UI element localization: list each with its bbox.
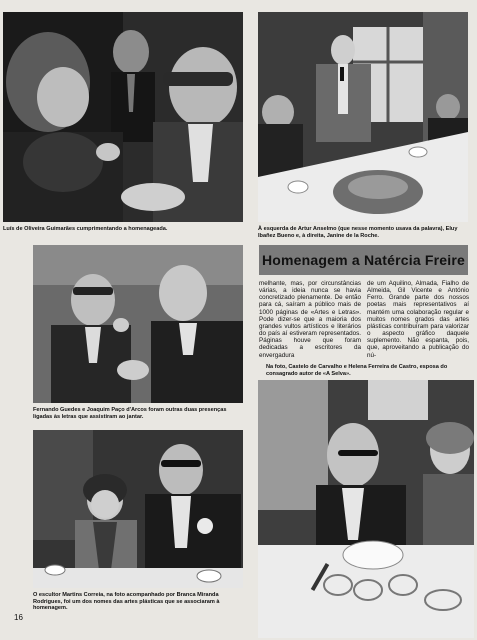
article-column-1	[259, 280, 361, 359]
caption-photo5: Na foto, Castelo de Carvalho e Helena Ferreira de Castro, esposa do consagrado autor de «A Selva».	[266, 364, 448, 377]
article-banner	[259, 245, 468, 275]
photo-guedes-paco-darcos	[33, 245, 243, 403]
caption-photo3: Fernando Guedes e Joaquim Paço d'Arcos foram outras duas presenças ligadas às letras que assistiram ao jantar.	[33, 407, 227, 420]
page-number: 16	[14, 613, 23, 622]
article-text-col1: melhante, mas, por circunstâncias várias, a ideia nunca se havia concretizado plenamente. De então para cá, saíram a público mais de 1000 páginas de «Artes e Letras». Pode dizer-se que a maioria dos grandes vultos artísticos e literários do país aí estiveram representados. Páginas houve que foram dedicadas a escritores da envergadura	[259, 280, 361, 359]
caption-photo4: O escultor Martins Correia, na foto acompanhado por Branca Miranda Rodrigues, foi um dos nomes das artes plásticas que se associaram à homenagem.	[33, 592, 220, 612]
photo-anselmo-speech	[258, 12, 468, 222]
article-column-2	[367, 280, 469, 359]
article-text-col2: de um Aquilino, Almada, Fialho de Almeida, Gil Vicente e António Ferro. Grande parte dos nossos poetas mais representativos aí mantém uma colaboração regular e muitos nomes grados das artes plásticas contribuíram para valorizar o aspecto gráfico daquele suplemento. Não espanta, pois, que, aproveitando a publicação do nú-	[367, 280, 469, 359]
photo-castelo-carvalho	[258, 380, 474, 638]
article-title: Homenagem a Natércia Freire	[261, 252, 466, 268]
caption-photo1: Luís de Oliveira Guimarães cumprimentando a homenageada.	[3, 226, 168, 232]
photo-guimaraes-greeting	[3, 12, 243, 222]
caption-photo2: À esquerda de Artur Anselmo (que nesse momento usava da palavra), Eluy Ibañez Bueno e, à direita, Janine de la Roche.	[258, 226, 458, 239]
photo-martins-correia	[33, 430, 243, 588]
